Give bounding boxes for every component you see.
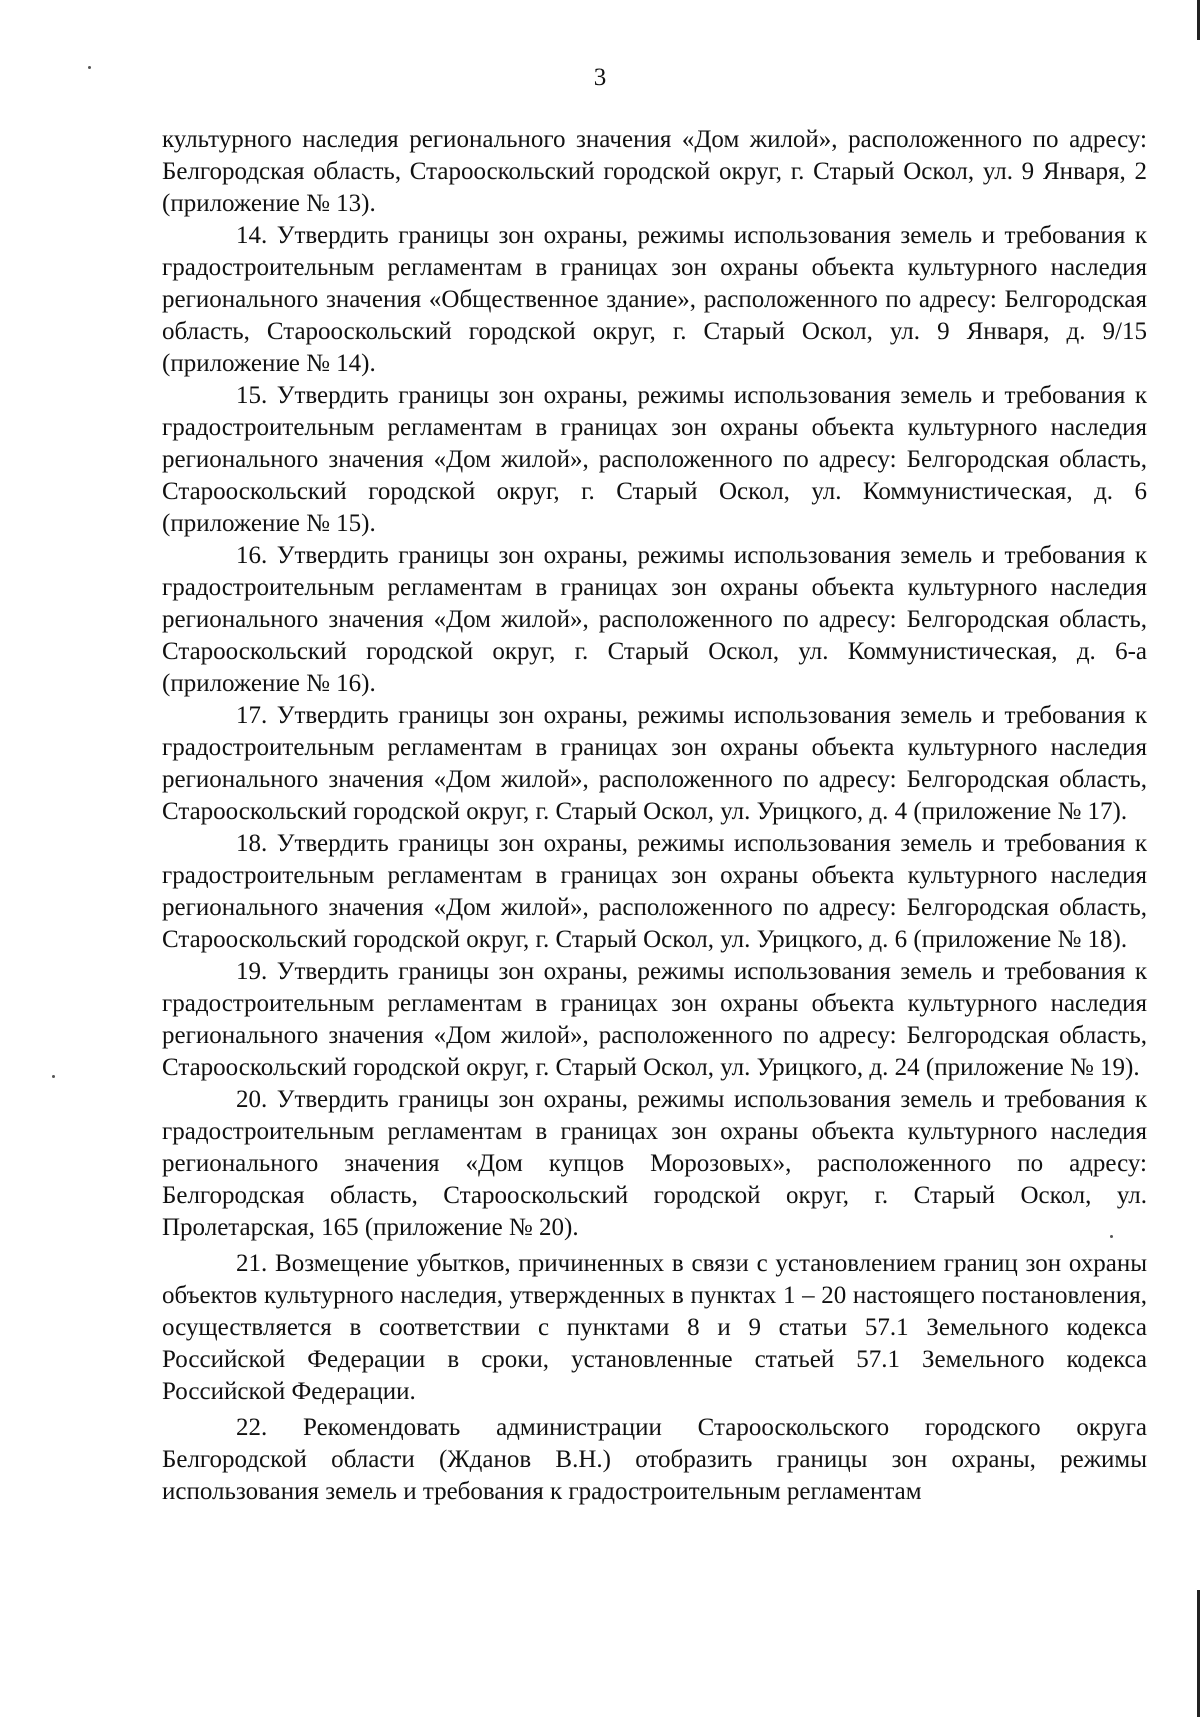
paragraph-item-16: 16. Утвердить границы зон охраны, режимы использования земель и требования к градостроительным регламентам в границах зон охраны объекта культурного наследия регионального значения «Дом жилой», расположенного по адресу: Белгородская область, Старооскольский городской округ, г. Старый Оскол, ул. Коммунистическая, д. 6-а (приложение № 16). [162, 542, 1147, 697]
paragraph-item-15: 15. Утвердить границы зон охраны, режимы использования земель и требования к градостроительным регламентам в границах зон охраны объекта культурного наследия регионального значения «Дом жилой», расположенного по адресу: Белгородская область, Старооскольский городской округ, г. Старый Оскол, ул. Коммунистическая, д. 6 (приложение № 15). [162, 382, 1147, 537]
document-body [162, 124, 1147, 1508]
scan-speck [52, 1075, 55, 1078]
paragraph-item-19: 19. Утвердить границы зон охраны, режимы использования земель и требования к градостроительным регламентам в границах зон охраны объекта культурного наследия регионального значения «Дом жилой», расположенного по адресу: Белгородская область, Старооскольский городской округ, г. Старый Оскол, ул. Урицкого, д. 24 (приложение № 19). [162, 958, 1147, 1081]
paragraph-item-18: 18. Утвердить границы зон охраны, режимы использования земель и требования к градостроительным регламентам в границах зон охраны объекта культурного наследия регионального значения «Дом жилой», расположенного по адресу: Белгородская область, Старооскольский городской округ, г. Старый Оскол, ул. Урицкого, д. 6 (приложение № 18). [162, 830, 1147, 953]
paragraph-continuation: культурного наследия регионального значения «Дом жилой», расположенного по адресу: Белгородская область, Старооскольский городской округ, г. Старый Оскол, ул. 9 Января, 2 (приложение № 13). [162, 126, 1147, 217]
paragraph-item-20: 20. Утвердить границы зон охраны, режимы использования земель и требования к градостроительным регламентам в границах зон охраны объекта культурного наследия регионального значения «Дом купцов Морозовых», расположенного по адресу: Белгородская область, Старооскольский городской округ, г. Старый Оскол, ул. Пролетарская, 165 (приложение № 20). [162, 1086, 1147, 1241]
paragraph-item-22: 22. Рекомендовать администрации Старооскольского городского округа Белгородской области (Жданов В.Н.) отобразить границы зон охраны, режимы использования земель и требования к градостроительным регламентам [162, 1414, 1147, 1505]
paragraph-item-14: 14. Утвердить границы зон охраны, режимы использования земель и требования к градостроительным регламентам в границах зон охраны объекта культурного наследия регионального значения «Общественное здание», расположенного по адресу: Белгородская область, Старооскольский городской округ, г. Старый Оскол, ул. 9 Января, д. 9/15 (приложение № 14). [162, 222, 1147, 377]
paragraph-item-21: 21. Возмещение убытков, причиненных в связи с установлением границ зон охраны объектов культурного наследия, утвержденных в пунктах 1 – 20 настоящего постановления, осуществляется в соответствии с пунктами 8 и 9 статьи 57.1 Земельного кодекса Российской Федерации в сроки, установленные статьей 57.1 Земельного кодекса Российской Федерации. [162, 1250, 1147, 1405]
paragraph-item-17: 17. Утвердить границы зон охраны, режимы использования земель и требования к градостроительным регламентам в границах зон охраны объекта культурного наследия регионального значения «Дом жилой», расположенного по адресу: Белгородская область, Старооскольский городской округ, г. Старый Оскол, ул. Урицкого, д. 4 (приложение № 17). [162, 702, 1147, 825]
page-number: 3 [593, 64, 607, 91]
